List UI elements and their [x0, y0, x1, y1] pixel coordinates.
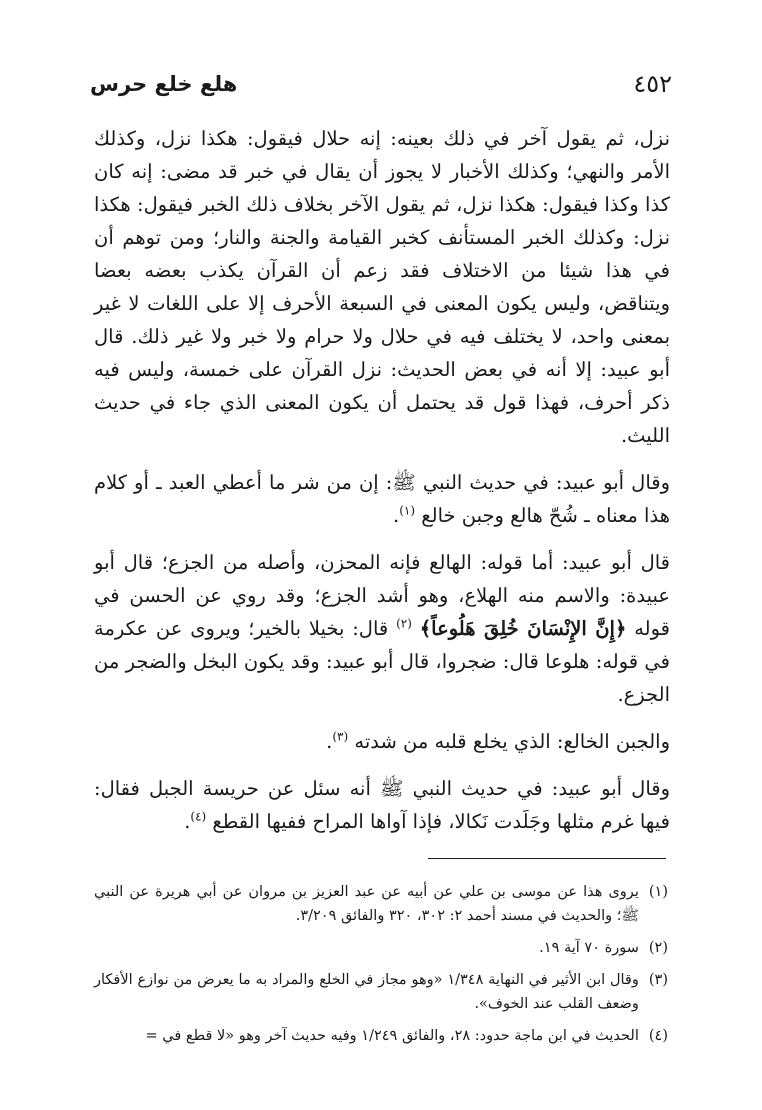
paragraph-5 [94, 772, 670, 838]
footnote-1 [94, 880, 668, 928]
footnote-text: الحديث في ابن ماجة حدود: ٢٨، والفائق ١/٢٤٩ وفيه حديث آخر وهو «لا قطع في = [145, 1028, 639, 1044]
paragraph-2-text: وقال أبو عبيد: في حديث النبي ﷺ: إن من شر ما أعطي العبد ـ أو كلام هذا معناه ـ شُحّ هالع وجبن خالع [94, 471, 670, 527]
footnote-ref-1[interactable]: (١) [399, 503, 416, 518]
footnote-number: (٢) [648, 940, 668, 956]
paragraph-3-text-a: قال أبو عبيد: أما قوله: الهالع فإنه المحزن، وأصله من الجزع؛ قال أبو عبيدة: والاسم منه الهلاع، وهو أشد الجزع؛ وقد روي عن الحسن في قوله [94, 551, 670, 640]
paragraph-3 [94, 546, 670, 711]
footnote-number: (٤) [648, 1028, 668, 1044]
footnote-text: وقال ابن الأثير في النهاية ١/٣٤٨ «وهو مجاز في الخلع والمراد به ما يعرض من نوازع الأفكار وضعف القلب عند الخوف». [94, 972, 639, 1012]
paragraph-3-text-b: قال: بخيلا بالخير؛ ويروى عن عكرمة في قوله: هلوعا قال: ضجروا، قال أبو عبيد: وقد يكون البخل والضجر من الجزع. [94, 617, 670, 706]
paragraph-2-end: . [393, 504, 400, 527]
paragraph-4-text: والجبن الخالع: الذي يخلع قلبه من شدته [354, 730, 670, 753]
paragraph-1: نزل، ثم يقول آخر في ذلك بعينه: إنه حلال فيقول: هكذا نزل، وكذلك الأمر والنهي؛ وكذلك الأخبار لا يجوز أن يقال في خبر قد مضى: إنه كان كذا وكذا فيقول: هكذا نزل، ثم يقول الآخر بخلاف ذلك الخبر فيقول: هكذا نزل: وكذلك الخبر المستأنف كخبر القيامة والجنة والنار؛ ومن توهم أن في هذا شيئا من الاختلاف فقد زعم أن القرآن يكذب بعضه بعضا ويتناقض، وليس يكون المعنى في السبعة الأحرف إلا على اللغات لا غير بمعنى واحد، لا يختلف فيه في حلال ولا حرام ولا خبر ولا غير ذلك. قال أبو عبيد: إلا أنه في بعض الحديث: نزل القرآن على خمسة، وليس فيه ذكر أحرف، فهذا قول قد يحتمل أن يكون المعنى الذي جاء في حديث الليث. [94, 127, 670, 447]
paragraph-2 [94, 466, 670, 532]
main-text [94, 122, 670, 838]
footnote-ref-4[interactable]: (٤) [190, 809, 207, 824]
footnotes [94, 880, 668, 1056]
footnote-ref-2[interactable]: (٢) [396, 616, 412, 631]
paragraph-5-end: . [184, 810, 191, 833]
paragraph-5-text: وقال أبو عبيد: في حديث النبي ﷺ أنه سئل عن حريسة الجبل فقال: فيها غرم مثلها وجَلَدت نَكالا، فإذا آواها المراح ففيها القطع [94, 777, 670, 833]
footnote-text: يروى هذا عن موسى بن علي عن أبيه عن عبد العزيز بن مروان عن أبي هريرة عن النبي ﷺ؛ والحديث في مسند أحمد ٢: ٣٠٢، ٣٢٠ والفائق ٣/٢٠٩. [94, 884, 639, 924]
running-title: هلع خلع حرس [90, 72, 238, 96]
footnote-divider [428, 858, 666, 859]
footnote-4 [94, 1024, 668, 1048]
footnote-text: سورة ٧٠ آية ١٩. [539, 940, 639, 956]
footnote-ref-3[interactable]: (٣) [332, 729, 349, 744]
paragraph-4 [94, 725, 670, 758]
paragraph-4-end: . [326, 730, 333, 753]
footnote-2 [94, 936, 668, 960]
footnote-number: (٣) [648, 972, 668, 988]
quran-quote: ﴿إِنَّ الإِنْسَانَ خُلِقَ هَلُوعاً﴾ [419, 617, 627, 640]
page-number: ٤٥٢ [633, 70, 672, 98]
footnote-number: (١) [648, 884, 668, 900]
page-header [90, 70, 672, 110]
footnote-3 [94, 968, 668, 1016]
